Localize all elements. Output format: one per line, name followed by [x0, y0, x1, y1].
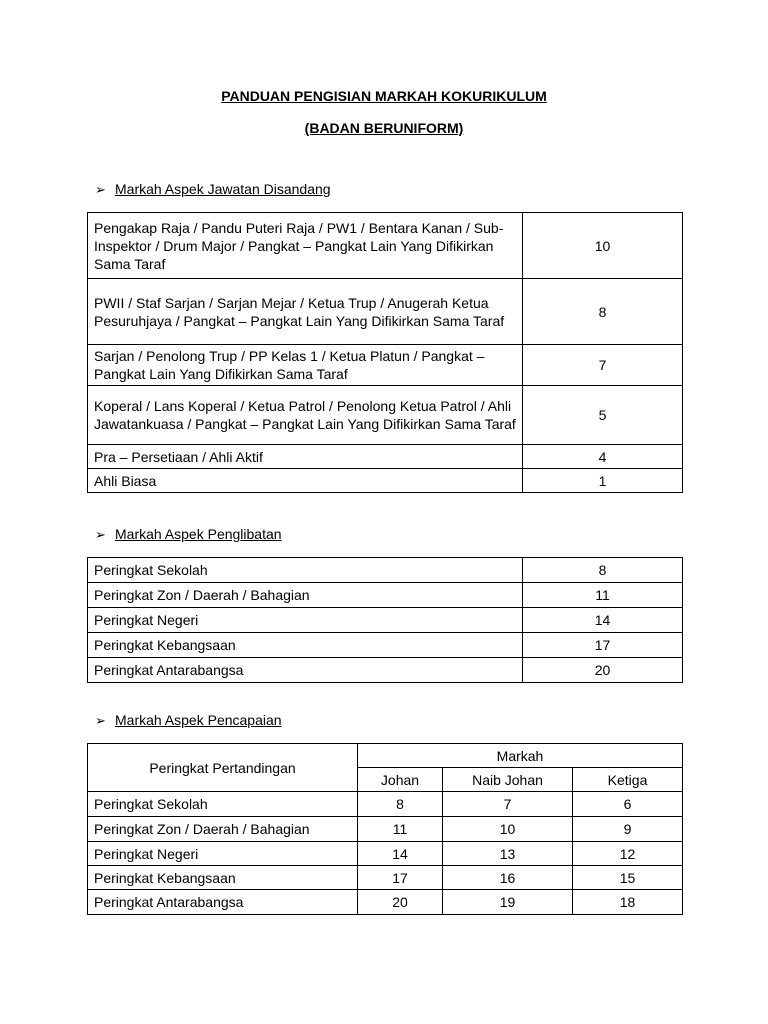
row-value-johan: 14 — [358, 842, 443, 866]
section-heading-text: Markah Aspek Pencapaian — [115, 712, 282, 728]
row-value-johan: 20 — [358, 890, 443, 915]
row-label: Peringkat Antarabangsa — [88, 658, 523, 683]
table-header-row — [88, 744, 683, 768]
table-row — [88, 658, 683, 683]
section-heading-jawatan — [95, 181, 331, 198]
column-header-peringkat: Peringkat Pertandingan — [88, 744, 358, 792]
column-header-naib-johan: Naib Johan — [443, 768, 573, 792]
arrow-bullet-icon: ➢ — [95, 527, 106, 542]
row-value-johan: 17 — [358, 866, 443, 890]
row-label: Peringkat Zon / Daerah / Bahagian — [88, 817, 358, 842]
row-value: 5 — [523, 386, 683, 445]
row-value: 7 — [523, 345, 683, 386]
document-subtitle: (BADAN BERUNIFORM) — [304, 120, 464, 136]
row-value: 20 — [523, 658, 683, 683]
row-value-ketiga: 12 — [573, 842, 683, 866]
table-row — [88, 890, 683, 915]
arrow-bullet-icon: ➢ — [95, 182, 106, 197]
table-row — [88, 279, 683, 345]
section-heading-penglibatan — [95, 526, 282, 543]
row-value-ketiga: 15 — [573, 866, 683, 890]
section-heading-text: Markah Aspek Jawatan Disandang — [115, 181, 331, 197]
row-value-naib-johan: 13 — [443, 842, 573, 866]
row-value: 8 — [523, 279, 683, 345]
row-label: Peringkat Sekolah — [88, 558, 523, 583]
table-row — [88, 583, 683, 608]
row-value: 4 — [523, 445, 683, 469]
row-label: PWII / Staf Sarjan / Sarjan Mejar / Ketua Trup / Anugerah Ketua Pesuruhjaya / Pangkat – Pangkat Lain Yang Difikirkan Sama Taraf — [88, 279, 523, 345]
column-header-ketiga: Ketiga — [573, 768, 683, 792]
table-row — [88, 558, 683, 583]
document-title: PANDUAN PENGISIAN MARKAH KOKURIKULUM — [221, 88, 547, 104]
row-value-naib-johan: 19 — [443, 890, 573, 915]
pencapaian-table — [87, 743, 683, 915]
row-label: Peringkat Zon / Daerah / Bahagian — [88, 583, 523, 608]
row-label: Peringkat Antarabangsa — [88, 890, 358, 915]
row-value-naib-johan: 7 — [443, 792, 573, 817]
row-value: 14 — [523, 608, 683, 633]
row-value-johan: 8 — [358, 792, 443, 817]
row-value-naib-johan: 16 — [443, 866, 573, 890]
table-row — [88, 345, 683, 386]
table-row — [88, 386, 683, 445]
row-value-ketiga: 9 — [573, 817, 683, 842]
column-group-header-markah: Markah — [358, 744, 683, 768]
row-label: Sarjan / Penolong Trup / PP Kelas 1 / Ketua Platun / Pangkat – Pangkat Lain Yang Difikirkan Sama Taraf — [88, 345, 523, 386]
table-row — [88, 213, 683, 279]
row-label: Peringkat Kebangsaan — [88, 633, 523, 658]
row-label: Peringkat Negeri — [88, 842, 358, 866]
row-value: 1 — [523, 469, 683, 493]
row-value-naib-johan: 10 — [443, 817, 573, 842]
row-value-ketiga: 18 — [573, 890, 683, 915]
table-row — [88, 866, 683, 890]
row-label: Peringkat Sekolah — [88, 792, 358, 817]
row-value: 11 — [523, 583, 683, 608]
row-value: 10 — [523, 213, 683, 279]
table-row — [88, 633, 683, 658]
row-label: Pengakap Raja / Pandu Puteri Raja / PW1 / Bentara Kanan / Sub-Inspektor / Drum Major / Pangkat – Pangkat Lain Yang Difikirkan Sama Taraf — [88, 213, 523, 279]
table-row — [88, 469, 683, 493]
row-value: 8 — [523, 558, 683, 583]
arrow-bullet-icon: ➢ — [95, 713, 106, 728]
penglibatan-table — [87, 557, 683, 683]
row-label: Koperal / Lans Koperal / Ketua Patrol / Penolong Ketua Patrol / Ahli Jawatankuasa / Pangkat – Pangkat Lain Yang Difikirkan Sama Taraf — [88, 386, 523, 445]
table-row — [88, 792, 683, 817]
row-value-johan: 11 — [358, 817, 443, 842]
table-row — [88, 842, 683, 866]
row-value: 17 — [523, 633, 683, 658]
section-heading-pencapaian — [95, 712, 282, 729]
table-row — [88, 608, 683, 633]
row-label: Peringkat Kebangsaan — [88, 866, 358, 890]
row-label: Peringkat Negeri — [88, 608, 523, 633]
jawatan-table — [87, 212, 683, 493]
row-value-ketiga: 6 — [573, 792, 683, 817]
table-row — [88, 817, 683, 842]
row-label: Pra – Persetiaan / Ahli Aktif — [88, 445, 523, 469]
row-label: Ahli Biasa — [88, 469, 523, 493]
section-heading-text: Markah Aspek Penglibatan — [115, 526, 282, 542]
table-row — [88, 445, 683, 469]
column-header-johan: Johan — [358, 768, 443, 792]
